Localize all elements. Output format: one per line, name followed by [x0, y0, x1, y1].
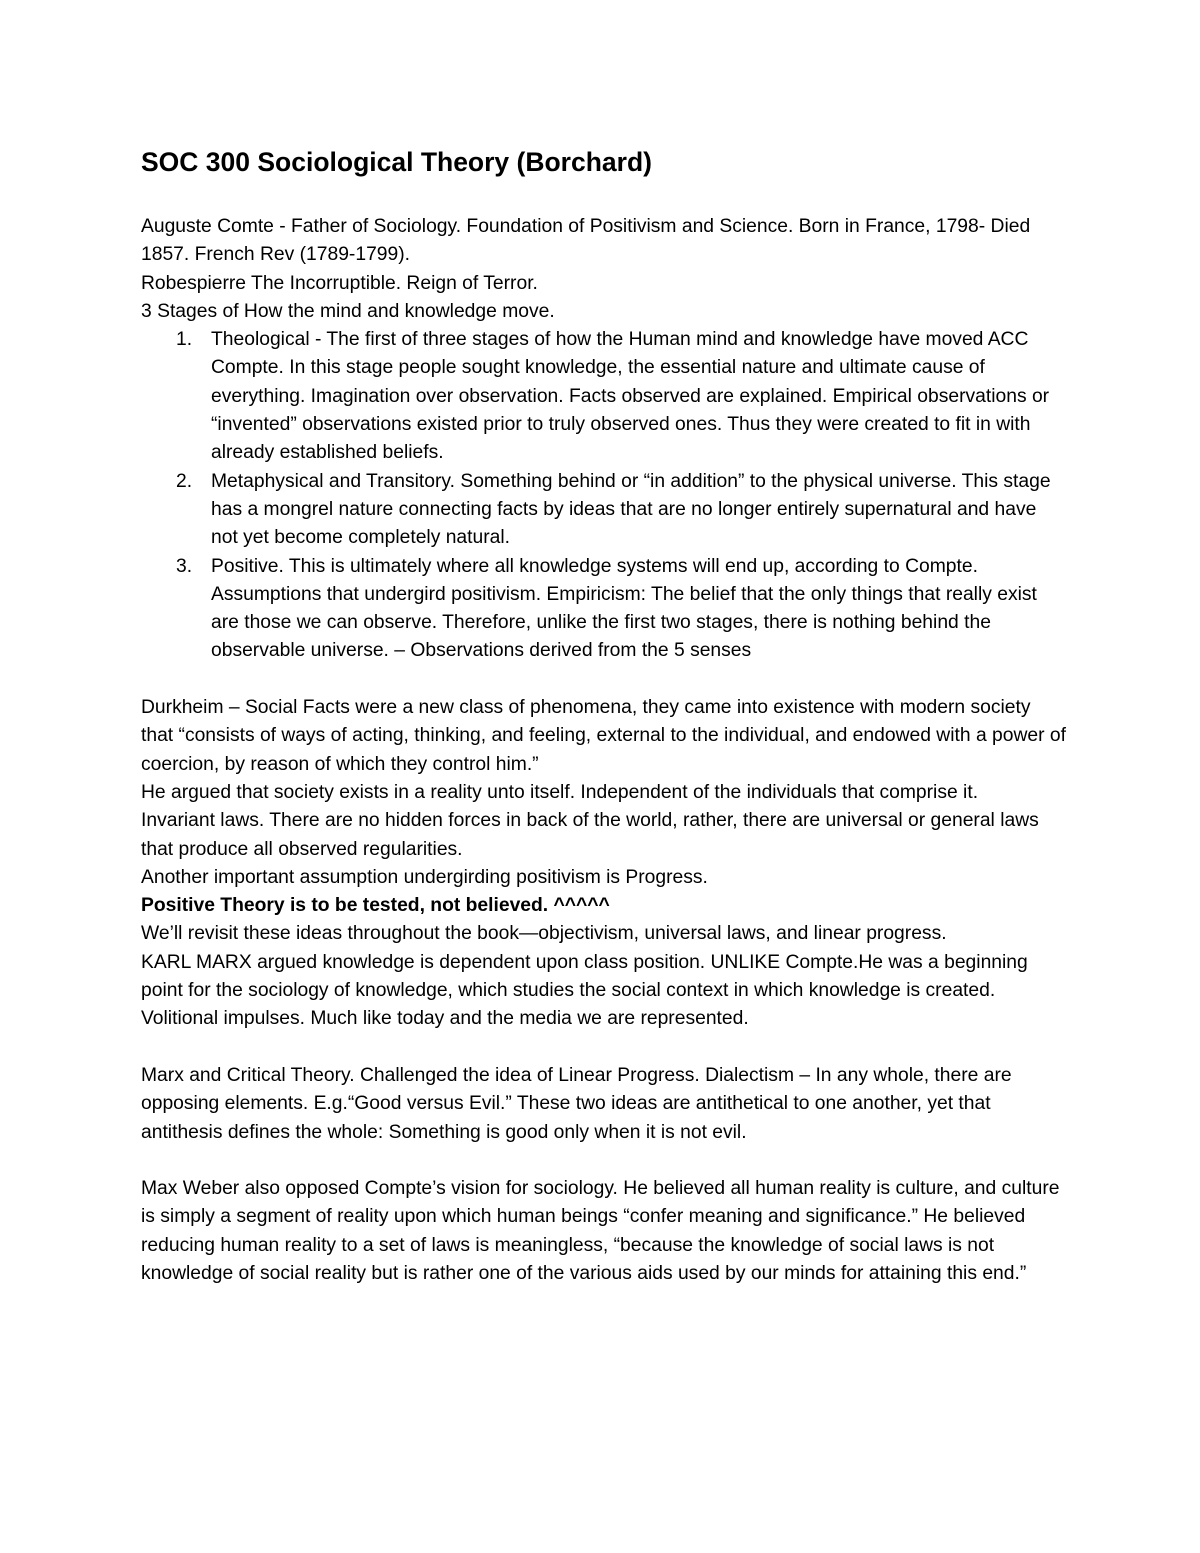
- list-item-number: 3.: [176, 555, 193, 577]
- list-item: [141, 553, 1066, 666]
- durkheim-paragraph: Durkheim – Social Facts were a new class of phenomena, they came into existence with modern society that “consists of ways of acting, thinking, and feeling, external to the individual, and endowed with a power of coercion, by reason of which they control him.”: [141, 697, 1066, 775]
- document-title: SOC 300 Sociological Theory (Borchard): [141, 147, 652, 177]
- list-item: [141, 468, 1066, 553]
- paragraph-spacer: [141, 666, 1066, 694]
- document-page: [141, 140, 1066, 1288]
- stages-intro-paragraph: 3 Stages of How the mind and knowledge move.: [141, 300, 555, 322]
- robespierre-paragraph: Robespierre The Incorruptible. Reign of Terror.: [141, 272, 538, 294]
- stages-list: [141, 326, 1066, 666]
- progress-paragraph: Another important assumption undergirding positivism is Progress.: [141, 866, 708, 888]
- invariant-laws-paragraph: Invariant laws. There are no hidden forces in back of the world, rather, there are universal or general laws that produce all observed regularities.: [141, 810, 1039, 860]
- paragraph-spacer: [141, 1147, 1066, 1175]
- marx-knowledge-paragraph: KARL MARX argued knowledge is dependent upon class position. UNLIKE Compte.He was a beginning point for the sociology of knowledge, which studies the social context in which knowledge is created. Volitional impulses. Much like today and the media we are represented.: [141, 951, 1028, 1030]
- list-item-text: Metaphysical and Transitory. Something behind or “in addition” to the physical universe. This stage has a mongrel nature connecting facts by ideas that are no longer entirely supernatural and have not yet become completely natural.: [211, 470, 1051, 549]
- list-item-text: Positive. This is ultimately where all knowledge systems will end up, according to Compte. Assumptions that undergird positivism. Empiricism: The belief that the only things that really exist are those we can observe. Therefore, unlike the first two stages, there is nothing behind the observable universe. – Observations derived from the 5 senses: [211, 555, 1037, 662]
- list-item: [141, 326, 1066, 467]
- society-reality-paragraph: He argued that society exists in a reality unto itself. Independent of the individuals that comprise it.: [141, 781, 979, 803]
- paragraph-spacer: [141, 1034, 1066, 1062]
- revisit-paragraph: We’ll revisit these ideas throughout the book—objectivism, universal laws, and linear progress.: [141, 923, 947, 945]
- marx-critical-theory-paragraph: Marx and Critical Theory. Challenged the idea of Linear Progress. Dialectism – In any whole, there are opposing elements. E.g.“Good versus Evil.” These two ideas are antithetical to one another, yet that antithesis defines the whole: Something is good only when it is not evil.: [141, 1064, 1012, 1143]
- list-item-text: Theological - The first of three stages of how the Human mind and knowledge have moved ACC Compte. In this stage people sought knowledge, the essential nature and ultimate cause of everything. Imagination over observation. Facts observed are explained. Empirical observations or “invented” observations existed prior to truly observed ones. Thus they were created to fit in with already established beliefs.: [211, 329, 1050, 464]
- list-item-number: 2.: [176, 470, 193, 492]
- positive-theory-bold-line: Positive Theory is to be tested, not believed. ^^^^^: [141, 895, 610, 917]
- comte-paragraph: Auguste Comte - Father of Sociology. Foundation of Positivism and Science. Born in France, 1798- Died 1857. French Rev (1789-1799).: [141, 216, 1031, 266]
- list-item-number: 1.: [176, 329, 193, 351]
- document-body: [141, 213, 1066, 1288]
- weber-paragraph: Max Weber also opposed Compte’s vision for sociology. He believed all human reality is culture, and culture is simply a segment of reality upon which human beings “confer meaning and significance.” He believed reducing human reality to a set of laws is meaningless, “because the knowledge of social laws is not knowledge of social reality but is rather one of the various aids used by our minds for attaining this end.”: [141, 1178, 1060, 1284]
